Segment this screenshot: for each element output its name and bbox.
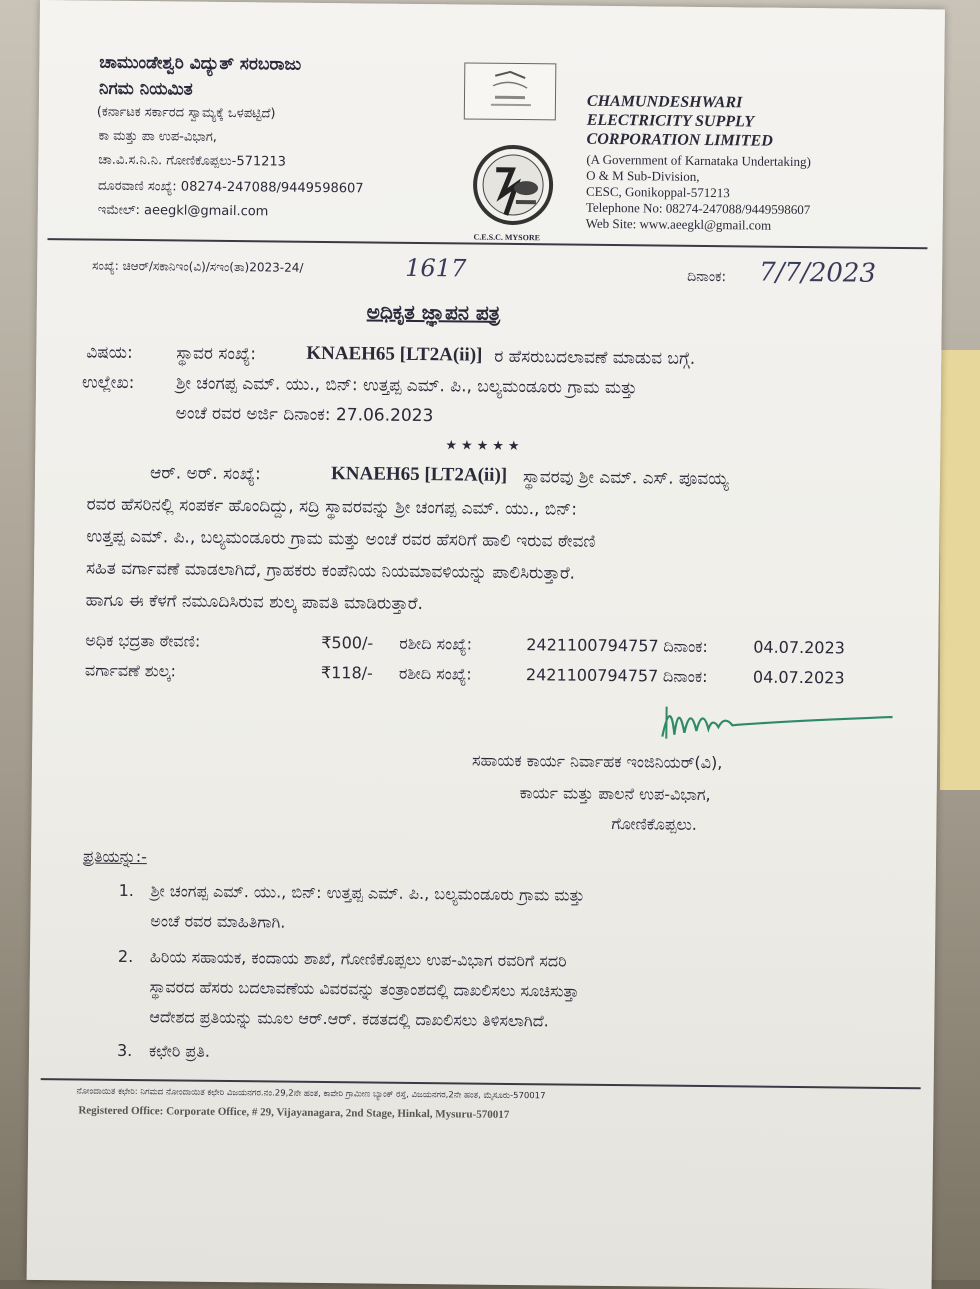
- copy-3-number: 3.: [116, 1040, 133, 1061]
- kn-subdivision: ಕಾ ಮತ್ತು ಪಾ ಉಪ-ವಿಭಾಗ,: [98, 128, 217, 145]
- signatory-place: ಗೋಣಿಕೊಪ್ಪಲು.: [611, 814, 698, 834]
- body-line-1-code: KNAEH65 [LT2A(ii)]: [330, 463, 508, 486]
- stars-separator: ★★★★★: [445, 438, 524, 455]
- footer-kannada: ನೋಂದಾಯಿತ ಕಛೇರಿ: ನಿಗಮದ ನೋಂದಾಯಿತ ಕಛೇರಿ ವಿಜಯನಗರ.ನಂ.29,2ನೇ ಹಂತ, ಕಾವೇರಿ ಗ್ರಾಮೀಣ ಬ್ಯಾಂಕ್ ರಸ್ತೆ, ವಿಜಯನಗರ,2ನೇ ಹಂತ, ಮೈಸೂರು-570017: [76, 1086, 546, 1102]
- kn-email: ಇಮೇಲ್: aeegkl@gmail.com: [97, 202, 269, 220]
- en-org-name-3: CORPORATION LIMITED: [586, 130, 773, 150]
- copy-1-number: 1.: [118, 880, 135, 901]
- footer-english: Registered Office: Corporate Office, # 29, Vijayanagara, 2nd Stage, Hinkal, Mysuru-570017: [78, 1104, 510, 1121]
- copies-heading: ಪ್ರತಿಯನ್ನು:-: [82, 846, 148, 867]
- gov-emblem-logo: [464, 62, 557, 120]
- fee-deposit-label: ಅಧಿಕ ಭದ್ರತಾ ಠೇವಣಿ:: [85, 630, 201, 651]
- kn-org-name: ಚಾಮುಂಡೇಶ್ವರಿ ವಿದ್ಯುತ್ ಸರಬರಾಜು: [99, 52, 302, 75]
- kn-org-name-2: ನಿಗಮ ನಿಯಮಿತ: [98, 78, 193, 100]
- cesc-logo: [468, 129, 559, 240]
- en-subdivision: O & M Sub-Division,: [586, 167, 700, 184]
- body-line-1-pre: ಆರ್. ಅರ್. ಸಂಖ್ಯೆ:: [149, 463, 261, 485]
- body-line-5: ಹಾಗೂ ಈ ಕೆಳಗೆ ನಮೂದಿಸಿರುವ ಶುಲ್ಕ ಪಾವತಿ ಮಾಡಿರುತ್ತಾರೆ.: [85, 590, 424, 615]
- body-line-2: ರವರ ಹೆಸರಿನಲ್ಲಿ ಸಂಪರ್ಕ ಹೊಂದಿದ್ದು, ಸದ್ರಿ ಸ್ಥಾವರವನ್ನು ಶ್ರೀ ಚಂಗಪ್ಪ ಎಮ್. ಯು., ಬಿನ್:: [86, 494, 578, 520]
- copy-2-line-2: ಸ್ಥಾವರದ ಹೆಸರು ಬದಲಾವಣೆಯ ವಿವರವನ್ನು ತಂತ್ರಾಂಶದಲ್ಲಿ ದಾಖಲಿಸಲು ಸೂಚಿಸುತ್ತಾ: [149, 977, 580, 1001]
- copy-2-line-1: ಹಿರಿಯ ಸಹಾಯಕ, ಕಂದಾಯ ಶಾಖೆ, ಗೋಣಿಕೊಪ್ಪಲು ಉಪ-ವಿಭಾಗ ರವರಿಗೆ ಸದರಿ: [149, 947, 567, 971]
- date-handwritten: 7/7/2023: [759, 257, 877, 289]
- fee-deposit-receipt-label: ರಶೀದಿ ಸಂಖ್ಯೆ:: [399, 633, 473, 654]
- en-org-name-2: ELECTRICITY SUPPLY: [586, 111, 755, 131]
- fee-deposit-date: 04.07.2023: [753, 637, 845, 658]
- fee-deposit-amount: ₹500/-: [321, 632, 374, 653]
- en-gov-undertaking: (A Government of Karnataka Undertaking): [586, 151, 811, 170]
- copy-2-line-3: ಆದೇಶದ ಪ್ರತಿಯನ್ನು ಮೂಲ ಆರ್.ಆರ್. ಕಡತದಲ್ಲಿ ದಾಖಲಿಸಲು ತಿಳಿಸಲಾಗಿದೆ.: [149, 1007, 549, 1031]
- emblem-icon: [465, 63, 556, 119]
- signatory-office: ಕಾರ್ಯ ಮತ್ತು ಪಾಲನೆ ಉಪ-ವಿಭಾಗ,: [519, 783, 711, 805]
- fee-deposit-receipt: 2421100794757: [526, 635, 659, 656]
- fee-transfer-amount: ₹118/-: [320, 662, 373, 683]
- logo-caption: C.E.S.C. MYSORE: [473, 232, 541, 243]
- subject-text-pre: ಸ್ಥಾವರ ಸಂಖ್ಯೆ:: [176, 343, 257, 365]
- reference-label: ಉಲ್ಲೇಖ:: [81, 372, 135, 394]
- en-cesc-address: CESC, Gonikoppal-571213: [585, 183, 730, 201]
- en-website: Web Site: www.aeegkl@gmail.com: [585, 215, 772, 233]
- reference-line-1: ಶ್ರೀ ಚಂಗಪ್ಪ ಎಮ್. ಯು., ಬಿನ್: ಉತ್ತಪ್ಪ ಎಮ್. ಪಿ., ಬಲ್ಯಮಂಡೂರು ಗ್ರಾಮ ಮತ್ತು: [175, 373, 638, 399]
- fee-transfer-label: ವರ್ಗಾವಣೆ ಶುಲ್ಕ:: [84, 660, 177, 681]
- fee-transfer-date: 04.07.2023: [752, 667, 845, 688]
- page-title: ಅಧಿಕೃತ ಜ್ಞಾಪನ ಪತ್ರ: [366, 299, 501, 325]
- en-phone: Telephone No: 08274-247088/9449598607: [585, 199, 811, 218]
- subject-label: ವಿಷಯ:: [86, 342, 133, 363]
- copy-2-number: 2.: [117, 946, 134, 967]
- copy-3-line-1: ಕಛೇರಿ ಪ್ರತಿ.: [148, 1041, 211, 1061]
- en-org-name-1: CHAMUNDESHWARI: [586, 92, 743, 112]
- kn-cesc-address: ಚಾ.ವಿ.ಸ.ನಿ.ನಿ. ಗೋಣಿಕೊಪ್ಪಲು-571213: [98, 152, 287, 170]
- copy-1-line-1: ಶ್ರೀ ಚಂಗಪ್ಪ ಎಮ್. ಯು., ಬಿನ್: ಉತ್ತಪ್ಪ ಎಮ್. ಪಿ., ಬಲ್ಯಮಂಡೂರು ಗ್ರಾಮ ಮತ್ತು: [150, 881, 585, 905]
- ref-number-handwritten: 1617: [405, 253, 467, 283]
- fee-transfer-date-label: ದಿನಾಂಕ:: [662, 666, 708, 687]
- yellow-paper-edge: [940, 350, 980, 790]
- body-line-1-post: ಸ್ಥಾವರವು ಶ್ರೀ ಎಮ್. ಎಸ್. ಪೂವಯ್ಯ: [522, 467, 729, 490]
- fee-transfer-receipt-label: ರಶೀದಿ ಸಂಖ್ಯೆ:: [398, 663, 472, 684]
- ref-number-label: ಸಂಖ್ಯೆ: ಚಿಆರ್/ಸಕಾನಿಇಂ(ವಿ)/ಸಇಂ(ತಾ)2023-24/: [92, 258, 304, 275]
- date-label: ದಿನಾಂಕ:: [687, 268, 727, 286]
- letter-page: [27, 0, 945, 1289]
- cesc-emblem-icon: [468, 129, 559, 240]
- body-line-3: ಉತ್ತಪ್ಪ ಎಮ್. ಪಿ., ಬಲ್ಯಮಂಡೂರು ಗ್ರಾಮ ಮತ್ತು ಅಂಚೆ ರವರ ಹೆಸರಿಗೆ ಹಾಲಿ ಇರುವ ಠೇವಣಿ: [86, 526, 596, 552]
- body-line-4: ಸಹಿತ ವರ್ಗಾವಣೆ ಮಾಡಲಾಗಿದೆ, ಗ್ರಾಹಕರು ಕಂಪೆನಿಯ ನಿಯಮಾವಳಿಯನ್ನು ಪಾಲಿಸಿರುತ್ತಾರೆ.: [85, 558, 576, 584]
- subject-code: KNAEH65 [LT2A(ii)]: [306, 342, 483, 366]
- subject-text-post: ರ ಹೆಸರುಬದಲಾವಣೆ ಮಾಡುವ ಬಗ್ಗೆ.: [494, 346, 696, 369]
- kn-gov-undertaking: (ಕರ್ನಾಟಕ ಸರ್ಕಾರದ ಸ್ವಾಮ್ಯಕ್ಕೆ ಒಳಪಟ್ಟಿದೆ): [96, 104, 276, 122]
- fee-deposit-date-label: ದಿನಾಂಕ:: [663, 636, 708, 657]
- signatory-title: ಸಹಾಯಕ ಕಾರ್ಯ ನಿರ್ವಾಹಕ ಇಂಜಿನಿಯರ್(ವಿ),: [471, 750, 723, 773]
- fee-transfer-receipt: 2421100794757: [525, 665, 659, 686]
- signature-image: [652, 686, 903, 759]
- reference-line-2: ಅಂಚೆ ರವರ ಅರ್ಜಿ ದಿನಾಂಕ: 27.06.2023: [175, 403, 434, 427]
- kn-phone: ದೂರವಾಣಿ ಸಂಖ್ಯೆ: 08274-247088/9449598607: [97, 178, 364, 197]
- copy-1-line-2: ಅಂಚೆ ರವರ ಮಾಹಿತಿಗಾಗಿ.: [150, 911, 286, 932]
